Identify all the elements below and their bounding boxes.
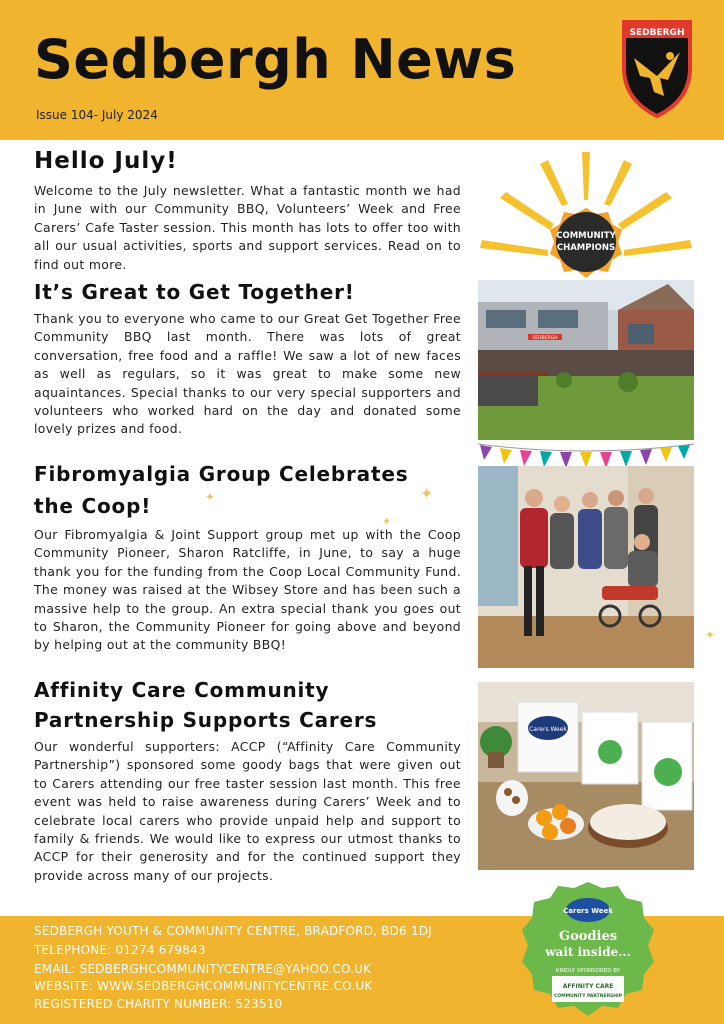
header-banner [0,0,724,140]
sponsor-org-line1: AFFINITY CARE [562,983,614,990]
footer-charity-number: REGISTERED CHARITY NUMBER: 523510 [34,997,283,1011]
goodies-line2: wait inside... [545,945,631,959]
section-heading-affinity-line1: Affinity Care Community [34,678,330,702]
section-body-affinity: Our wonderful supporters: ACCP (“Affinity Care Community Partnership”) sponsored some goody bags that were given out to Carers attending our free taster session last month. This free event was held to raise awareness during Carers’ Week and to celebrate local carers who provide unpaid help and support to family & friends. We would like to express our utmost thanks to ACCP for their generosity and for the continued support they provide across many of our projects. [34,739,461,883]
footer-website: WEBSITE: WWW.SEDBERGHCOMMUNITYCENTRE.CO.UK [34,979,373,993]
building-sign: SEDBERGH [532,336,558,341]
goodies-sponsor-badge [518,880,658,1020]
section-body-hello-july: Welcome to the July newsletter. What a fantastic month we had in June with our Community BBQ, Volunteers’ Week and Free Carers’ Cafe Taster session. This month has lots to offer too with all our usual activities, sports and support services. Read on to find out more. [34,183,461,272]
footer-address: SEDBERGH YOUTH & COMMUNITY CENTRE, BRADFORD, BD6 1DJ [34,924,432,938]
goodies-line1: Goodies [558,929,618,944]
champions-line2: CHAMPIONS [556,243,616,253]
sponsor-label: KINDLY SPONSORED BY [555,968,621,974]
newsletter-title: Sedbergh News [34,28,517,91]
sedbergh-crest-logo [620,18,694,118]
section-body-fibromyalgia: Our Fibromyalgia & Joint Support group met up with the Coop Community Pioneer, Sharon Ratcliffe, in June, to say a huge thank you for the funding from the Coop Local Community Fund. The money was raised at the Wibsey Store and has been such a massive help to the group. An extra special thank you goes out to Sharon, the Community Pioneer for going above and beyond by helping out at the community BBQ! [34,527,461,653]
footer-email: EMAIL: SEDBERGHCOMMUNITYCENTRE@YAHOO.CO.UK [34,962,372,976]
carers-week-logo: Carers Week [529,726,567,733]
section-body-get-together: Thank you to everyone who came to our Great Get Together Free Community BBQ last month. There was lots of great conversation, free food and a raffle! We saw a lot of new faces as well as regulars, so it was great to make some new aquaintances. Special thanks to our very special supporters and volunteers who worked hard on the day and donated some lovely prizes and food. [34,311,461,437]
sparkle-icon: ✦ [205,490,216,504]
section-heading-affinity-line2: Partnership Supports Carers [34,708,378,732]
footer-telephone: TELEPHONE: 01274 679843 [34,943,206,957]
sparkle-icon: ✦ [382,515,392,528]
goody-bags-photo [478,682,694,870]
bbq-building-photo [478,280,694,440]
fibromyalgia-group-photo [478,466,694,668]
section-heading-get-together: It’s Great to Get Together! [34,280,355,304]
section-heading-fibromyalgia-line1: Fibromyalgia Group Celebrates [34,462,409,486]
sparkle-icon: ✦ [705,628,716,642]
section-heading-fibromyalgia-line2: the Coop! [34,494,152,518]
issue-label: Issue 104- July 2024 [36,108,158,122]
sponsor-org-line2: COMMUNITY PARTNERSHIP [553,994,623,999]
community-champions-sun [478,150,694,290]
section-heading-hello-july: Hello July! [34,148,178,174]
carers-week-badge-logo: Carers Week [563,907,613,915]
sparkle-icon: ✦ [420,484,434,503]
champions-line1: COMMUNITY [556,231,616,241]
crest-label: SEDBERGH [629,28,685,38]
